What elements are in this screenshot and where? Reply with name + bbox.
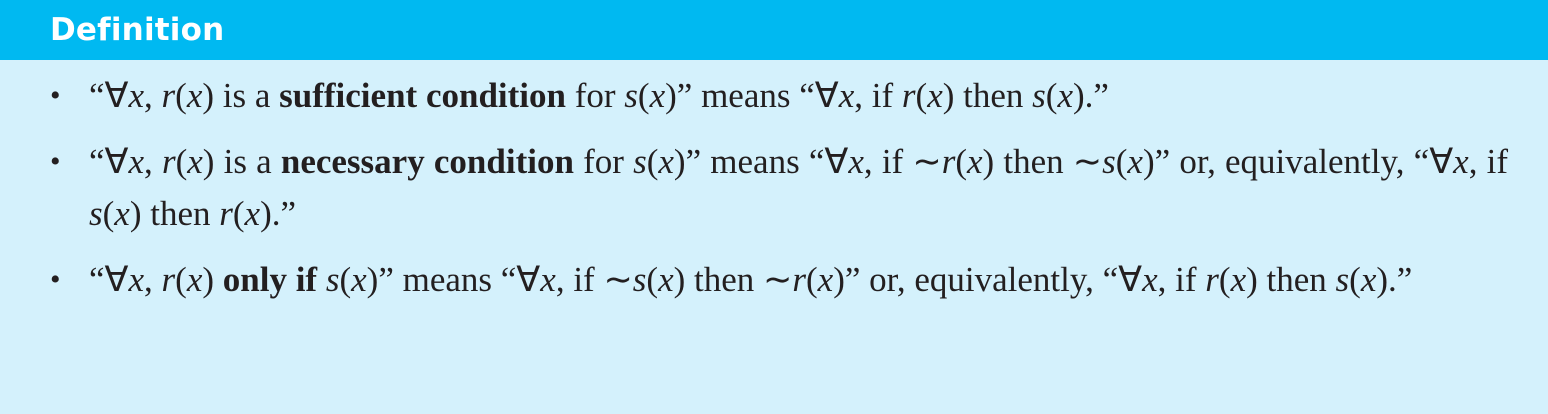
- math-variable: s: [632, 260, 647, 299]
- math-variable: r: [161, 142, 176, 181]
- math-variable: x: [128, 260, 145, 299]
- definition-header: [0, 0, 1548, 60]
- text-run: , if ∼: [863, 142, 942, 181]
- text-run: for: [573, 142, 634, 181]
- definition-item-text: [89, 76, 1109, 115]
- key-term: sufficient condition: [279, 76, 566, 115]
- text-run: (: [637, 76, 650, 115]
- math-variable: s: [325, 260, 340, 299]
- text-run: (: [175, 260, 187, 299]
- text-run: (: [915, 76, 928, 115]
- key-term: necessary condition: [280, 142, 574, 181]
- key-term: only if: [222, 260, 318, 299]
- text-run: ) then: [129, 194, 220, 233]
- math-variable: s: [89, 194, 103, 233]
- math-variable: r: [161, 260, 176, 299]
- math-variable: x: [658, 260, 674, 299]
- math-variable: r: [1205, 260, 1219, 299]
- definition-item-text: [89, 260, 1412, 299]
- text-run: ).”: [1072, 76, 1109, 115]
- definition-item-necessary: [0, 136, 1548, 240]
- text-run: , if: [854, 76, 902, 115]
- text-run: ): [202, 260, 223, 299]
- math-variable: x: [540, 260, 556, 299]
- math-variable: x: [838, 76, 855, 115]
- text-run: , if: [1468, 142, 1508, 181]
- math-variable: r: [219, 194, 233, 233]
- math-variable: s: [624, 76, 638, 115]
- math-variable: x: [1142, 260, 1158, 299]
- math-variable: r: [941, 142, 956, 181]
- text-run: “∀: [89, 76, 129, 115]
- text-run: ,: [144, 76, 162, 115]
- text-run: (: [339, 260, 352, 299]
- definition-list: [0, 70, 1548, 320]
- math-variable: r: [161, 76, 176, 115]
- text-run: (: [955, 142, 967, 181]
- text-run: “∀: [89, 260, 129, 299]
- text-run: [317, 260, 326, 299]
- math-variable: x: [967, 142, 983, 181]
- text-run: )” means “∀: [366, 260, 541, 299]
- text-run: )” or, equivalently, “∀: [1142, 142, 1454, 181]
- text-run: (: [102, 194, 115, 233]
- text-run: “∀: [89, 142, 129, 181]
- text-run: )” means “∀: [673, 142, 849, 181]
- bullet-icon: •: [50, 145, 61, 178]
- math-variable: x: [187, 142, 203, 181]
- text-run: ) then ∼: [673, 260, 793, 299]
- text-run: (: [1218, 260, 1231, 299]
- bullet-icon: •: [50, 263, 61, 296]
- text-run: ) then ∼: [982, 142, 1103, 181]
- text-run: (: [805, 260, 818, 299]
- text-run: ,: [144, 260, 162, 299]
- definition-item-only-if: [0, 254, 1548, 306]
- math-variable: r: [901, 76, 916, 115]
- math-variable: x: [817, 260, 834, 299]
- text-run: )” or, equivalently, “∀: [833, 260, 1143, 299]
- math-variable: x: [649, 76, 666, 115]
- text-run: (: [1349, 260, 1361, 299]
- math-variable: x: [927, 76, 943, 115]
- math-variable: x: [848, 142, 864, 181]
- definition-item-text: [89, 142, 1508, 233]
- text-run: ) then: [942, 76, 1033, 115]
- math-variable: x: [1127, 142, 1143, 181]
- math-variable: s: [1335, 260, 1350, 299]
- math-variable: s: [1032, 76, 1046, 115]
- math-variable: s: [1102, 142, 1116, 181]
- bullet-icon: •: [50, 79, 61, 112]
- text-run: (: [232, 194, 245, 233]
- math-variable: x: [186, 76, 203, 115]
- text-run: for: [565, 76, 625, 115]
- math-variable: x: [1230, 260, 1247, 299]
- definition-item-sufficient: [0, 70, 1548, 122]
- math-variable: x: [114, 194, 130, 233]
- text-run: ).”: [260, 194, 297, 233]
- text-run: ) is a: [202, 76, 280, 115]
- text-run: (: [1115, 142, 1128, 181]
- math-variable: x: [1360, 260, 1377, 299]
- math-variable: r: [792, 260, 806, 299]
- math-variable: x: [658, 142, 674, 181]
- math-variable: s: [633, 142, 647, 181]
- text-run: )” means “∀: [665, 76, 839, 115]
- math-variable: x: [128, 142, 145, 181]
- text-run: (: [1045, 76, 1058, 115]
- text-run: (: [175, 142, 188, 181]
- text-run: (: [646, 260, 659, 299]
- text-run: ) then: [1246, 260, 1336, 299]
- text-run: ).”: [1376, 260, 1413, 299]
- math-variable: x: [128, 76, 145, 115]
- text-run: ,: [144, 142, 162, 181]
- math-variable: x: [244, 194, 261, 233]
- math-variable: x: [351, 260, 367, 299]
- math-variable: x: [1057, 76, 1073, 115]
- text-run: (: [175, 76, 187, 115]
- math-variable: x: [1453, 142, 1469, 181]
- math-variable: x: [186, 260, 203, 299]
- definition-title: Definition: [50, 12, 225, 48]
- text-run: , if: [1157, 260, 1206, 299]
- text-run: (: [646, 142, 659, 181]
- text-run: , if ∼: [555, 260, 633, 299]
- text-run: ) is a: [202, 142, 281, 181]
